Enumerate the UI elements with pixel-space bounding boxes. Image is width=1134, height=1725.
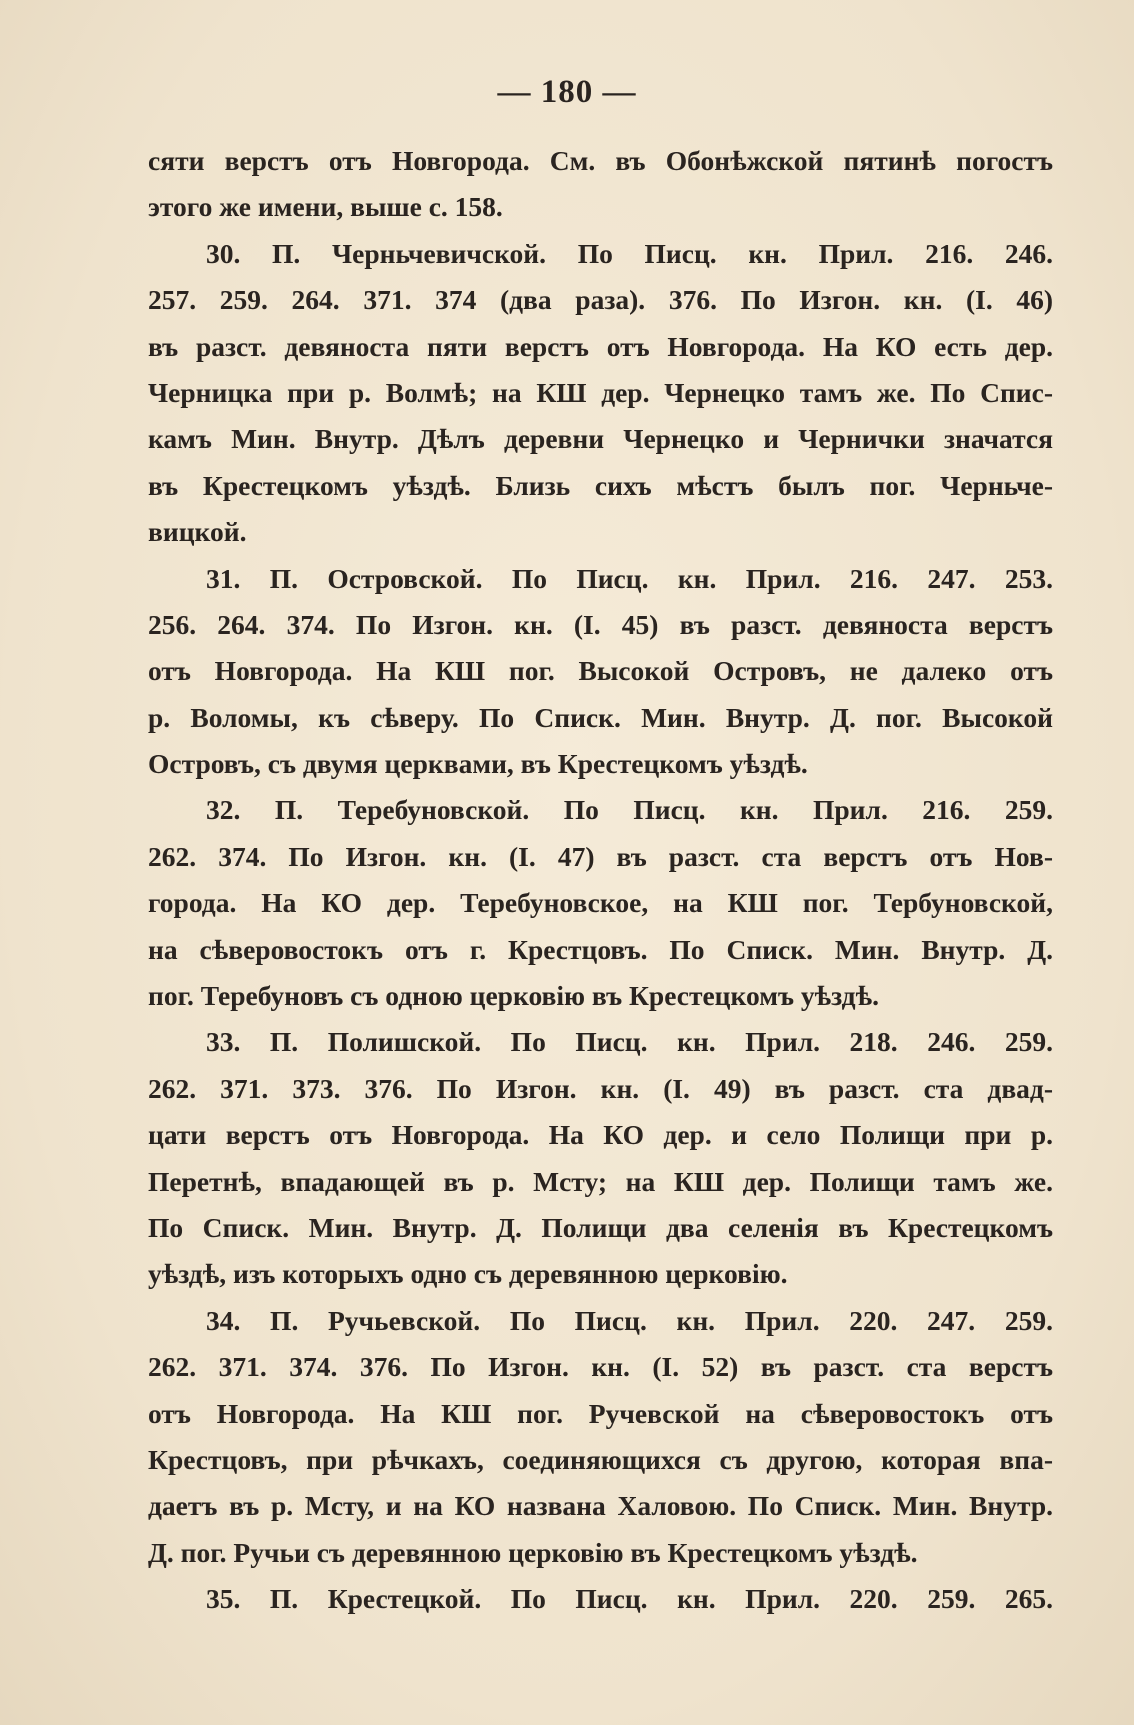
text-line: Крестцовъ, при рѣчкахъ, соединяющихся съ другою, которая впа-	[148, 1443, 1053, 1475]
text-line: 262. 371. 374. 376. По Изгон. кн. (I. 52) въ разст. ста верстъ	[148, 1351, 1053, 1383]
text-line: 30. П. Черньчевичской. По Писц. кн. Прил. 216. 246.	[206, 237, 1053, 269]
text-line: отъ Новгорода. На КШ пог. Ручевской на сѣверовостокъ отъ	[148, 1397, 1053, 1429]
text-line: на сѣверовостокъ отъ г. Крестцовъ. По Списк. Мин. Внутр. Д.	[148, 933, 1053, 965]
text-line: въ Крестецкомъ уѣздѣ. Близь сихъ мѣстъ былъ пог. Черньче-	[148, 469, 1053, 501]
text-line: 32. П. Теребуновской. По Писц. кн. Прил. 216. 259.	[206, 794, 1053, 826]
text-line: Перетнѣ, впадающей въ р. Мсту; на КШ дер. Полищи тамъ же.	[148, 1165, 1053, 1197]
text-line: отъ Новгорода. На КШ пог. Высокой Островъ, не далеко отъ	[148, 655, 1053, 687]
text-line: въ разст. девяноста пяти верстъ отъ Новгорода. На КО есть дер.	[148, 330, 1053, 362]
text-line: 256. 264. 374. По Изгон. кн. (I. 45) въ разст. девяноста верстъ	[148, 608, 1053, 640]
page-number: — 180 —	[497, 74, 637, 110]
text-line: 31. П. Островской. По Писц. кн. Прил. 216. 247. 253.	[206, 562, 1053, 594]
text-line: города. На КО дер. Теребуновское, на КШ пог. Тербуновской,	[148, 887, 1053, 919]
text-line: этого же имени, выше с. 158.	[148, 191, 503, 223]
text-line: 33. П. Полишской. По Писц. кн. Прил. 218. 246. 259.	[206, 1026, 1053, 1058]
text-line: По Списк. Мин. Внутр. Д. Полищи два селенія въ Крестецкомъ	[148, 1211, 1053, 1243]
text-line: 262. 371. 373. 376. По Изгон. кн. (I. 49) въ разст. ста двад-	[148, 1072, 1053, 1104]
text-line: 262. 374. По Изгон. кн. (I. 47) въ разст. ста верстъ отъ Нов-	[148, 840, 1053, 872]
text-line: 35. П. Крестецкой. По Писц. кн. Прил. 220. 259. 265.	[206, 1583, 1053, 1615]
text-line: вицкой.	[148, 516, 247, 548]
text-line: 34. П. Ручьевской. По Писц. кн. Прил. 220. 247. 259.	[206, 1304, 1053, 1336]
text-line: 257. 259. 264. 371. 374 (два раза). 376. По Изгон. кн. (I. 46)	[148, 284, 1053, 316]
text-line: сяти верстъ отъ Новгорода. См. въ Обонѣжской пятинѣ погостъ	[148, 145, 1053, 176]
text-line: р. Воломы, къ сѣверу. По Списк. Мин. Внутр. Д. пог. Высокой	[148, 701, 1053, 733]
text-line: Островъ, съ двумя церквами, въ Крестецкомъ уѣздѣ.	[148, 748, 808, 780]
text-line: камъ Мин. Внутр. Дѣлъ деревни Чернецко и Чернички значатся	[148, 423, 1053, 455]
text-line: Д. пог. Ручьи съ деревянною церковію въ Крестецкомъ уѣздѣ.	[148, 1536, 918, 1568]
page-body-text	[148, 138, 1053, 1623]
text-line: цати верстъ отъ Новгорода. На КО дер. и село Полищи при р.	[148, 1119, 1053, 1151]
text-line: пог. Теребуновъ съ одною церковію въ Крестецкомъ уѣздѣ.	[148, 980, 879, 1012]
text-line: даетъ въ р. Мсту, и на КО названа Халовою. По Списк. Мин. Внутр.	[148, 1490, 1053, 1522]
text-line: уѣздѣ, изъ которыхъ одно съ деревянною церковію.	[148, 1258, 788, 1290]
text-line: Черницка при р. Волмѣ; на КШ дер. Чернецко тамъ же. По Спис-	[148, 376, 1053, 408]
